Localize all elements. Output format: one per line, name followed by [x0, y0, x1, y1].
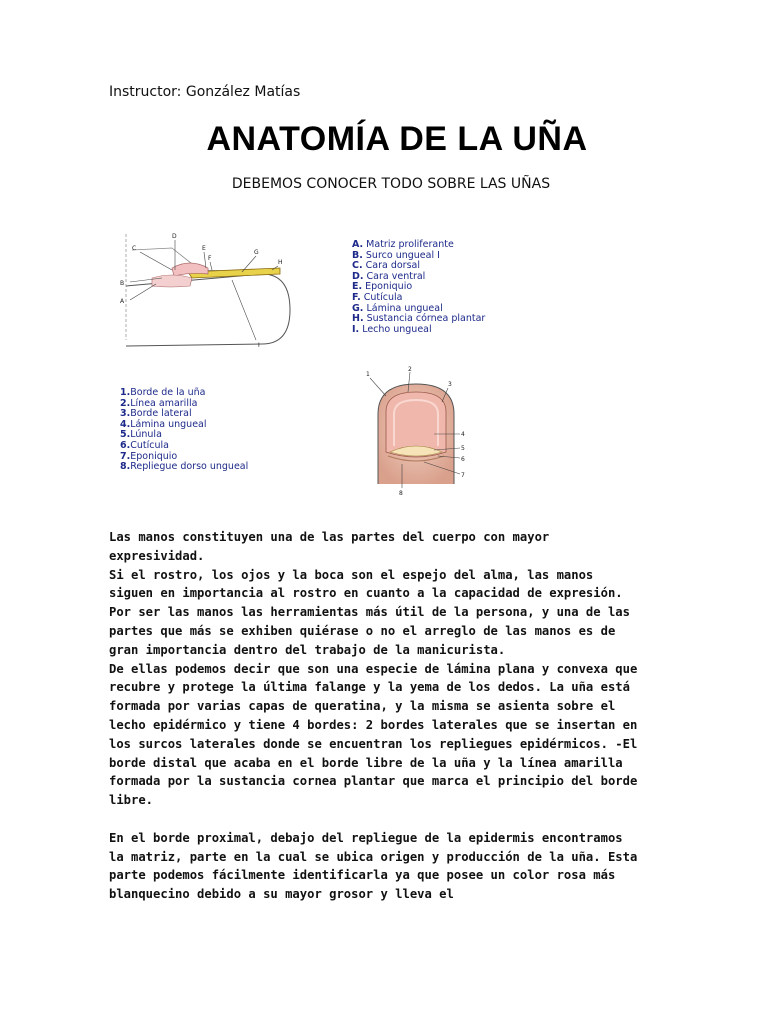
paragraph: Si el rostro, los ojos y la boca son el espejo del alma, las manos siguen en importancia al rostro en cuanto a la capacidad de expresión.: [109, 567, 623, 601]
legend-item: E. Eponiquio: [352, 281, 413, 293]
fingertip-outline: [126, 274, 290, 346]
fig2-label-1: 1: [366, 371, 370, 378]
matrix-area: [152, 275, 192, 287]
fig1-label-a: A: [120, 298, 125, 305]
paragraph: Por ser las manos las herramientas más útil de la persona, y una de las partes que más se exhiben quiérase o no el arreglo de las manos es de gran importancia dentro del trabajo de la manicurista.: [109, 605, 630, 657]
fig2-label-3: 3: [448, 381, 452, 388]
fig1-label-c: C: [132, 245, 137, 252]
legend-item: G. Lámina ungueal: [352, 302, 443, 314]
fig2-label-7: 7: [461, 472, 465, 479]
legend-item: 1.Borde de la uña: [120, 387, 206, 398]
paragraph: Las manos constituyen una de las partes del cuerpo con mayor expresividad.: [109, 530, 550, 563]
legend-item: H. Sustancia córnea plantar: [352, 313, 486, 325]
instructor-line: Instructor: González Matías: [109, 84, 301, 100]
legend-item: 5.Lúnula: [120, 429, 162, 441]
legend-section-diagram: [352, 240, 485, 335]
legend-item: 4.Lámina ungueal: [120, 418, 207, 430]
legend-item: 6.Cutícula: [120, 439, 169, 451]
nail-top-view-diagram: [364, 366, 468, 498]
legend-item: C. Cara dorsal: [352, 260, 420, 272]
page-title: ANATOMÍA DE LA UÑA: [206, 120, 588, 158]
legend-item: 7.Eponiquio: [120, 450, 178, 462]
fig2-label-4: 4: [461, 431, 465, 438]
fig2-label-6: 6: [461, 456, 465, 463]
legend-item: 2.Línea amarilla: [120, 397, 198, 409]
legend-item: 8.Repliegue dorso ungueal: [120, 461, 249, 473]
fig2-label-5: 5: [461, 445, 465, 452]
fig1-label-b: B: [120, 280, 125, 287]
legend-item: 3.Borde lateral: [120, 408, 192, 420]
fig1-label-f: F: [208, 255, 212, 262]
paragraph: De ellas podemos decir que son una especie de lámina plana y convexa que recubre y protege la última falange y la yema de los dedos. La uña está formada por varias capas de queratina, y la misma se asienta sobre el lecho epidérmico y tiene 4 bordes: 2 bordes laterales que se insertan en los surcos laterales donde se encuentran los repliegues epidérmicos. -El borde distal que acaba en el borde libre de la uña y la línea amarilla formada por la sustancia cornea plantar que marca el principio del borde libre.: [109, 661, 638, 808]
legend-nail-top-view: [120, 388, 248, 473]
page-subtitle: DEBEMOS CONOCER TODO SOBRE LAS UÑAS: [231, 176, 551, 192]
fig1-label-h: H: [278, 259, 283, 266]
legend-item: B. Surco ungueal I: [352, 249, 440, 261]
legend-item: I. Lecho ungueal: [352, 323, 432, 335]
fig1-label-g: G: [254, 249, 259, 256]
legend-item: A. Matriz proliferante: [352, 239, 454, 250]
fig1-label-e: E: [202, 245, 206, 252]
fig2-label-8: 8: [399, 490, 403, 497]
legend-item: F. Cutícula: [352, 291, 403, 303]
nail-section-diagram: [112, 228, 302, 352]
fig2-label-2: 2: [408, 366, 412, 373]
paragraph: En el borde proximal, debajo del repliegue de la epidermis encontramos la matriz, parte en la cual se ubica origen y producción de la uña. Esta parte podemos fácilmente identificarla ya que posee un color rosa más blanquecino debido a su mayor grosor y lleva el: [109, 830, 638, 902]
legend-item: D. Cara ventral: [352, 270, 426, 282]
body-text: [109, 528, 644, 904]
fig1-label-i: I: [258, 342, 260, 349]
fig1-label-d: D: [172, 233, 177, 240]
